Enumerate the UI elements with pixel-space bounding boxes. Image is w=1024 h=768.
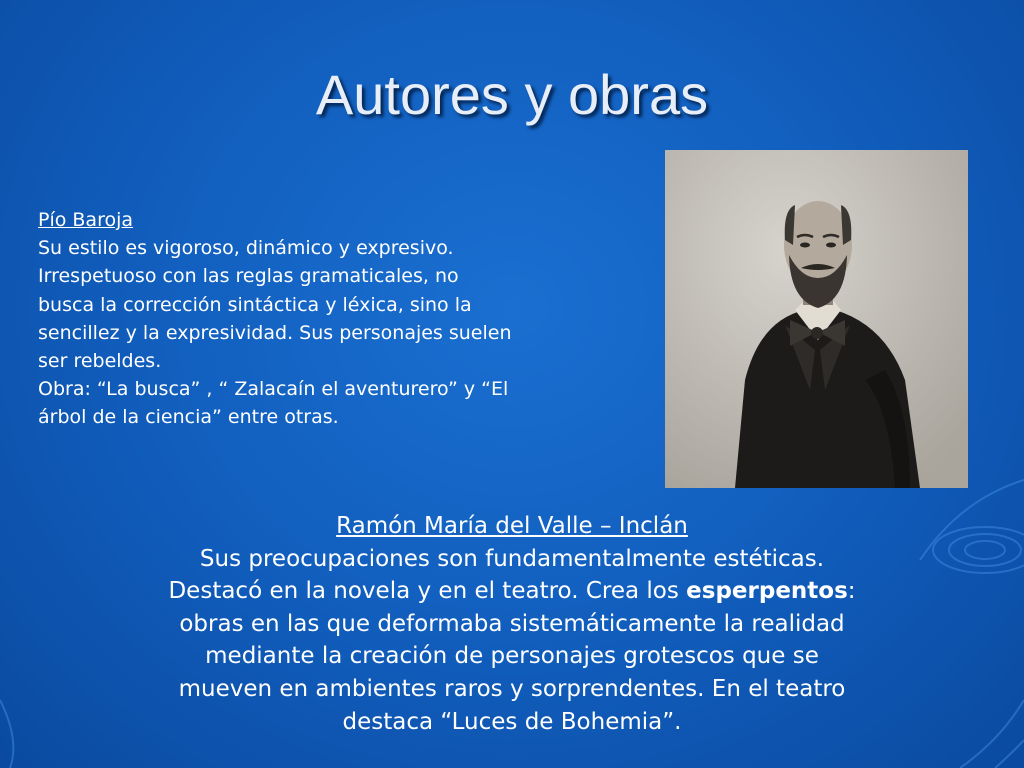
- baroja-line: sencillez y la expresividad. Sus personajes suelen: [38, 321, 512, 344]
- esperpentos-term: esperpentos: [686, 578, 848, 605]
- valle-line-text: Destacó en la novela y en el teatro. Crea los: [168, 578, 687, 605]
- valle-line: destaca “Luces de Bohemia”.: [342, 708, 682, 735]
- valle-line-colon: :: [847, 578, 856, 605]
- valle-inclan-section: [96, 510, 928, 738]
- baroja-line: Su estilo es vigoroso, dinámico y expresivo.: [38, 237, 454, 260]
- valle-line: obras en las que deformaba sistemáticamente la realidad: [179, 610, 845, 637]
- portrait-icon: [665, 150, 968, 488]
- portrait-photo: [665, 150, 968, 488]
- valle-line: mueven en ambientes raros y sorprendentes. En el teatro: [178, 675, 846, 702]
- valle-line: [96, 575, 928, 608]
- baroja-name: Pío Baroja: [38, 209, 134, 231]
- baroja-line: Obra: “La busca” , “ Zalacaín el aventurero” y “El: [38, 378, 509, 401]
- slide-title: Autores y obras: [315, 63, 709, 126]
- baroja-line: busca la corrección sintáctica y léxica, sino la: [38, 293, 472, 316]
- valle-line: Sus preocupaciones son fundamentalmente estéticas.: [199, 545, 825, 572]
- baroja-line: árbol de la ciencia” entre otras.: [38, 406, 339, 429]
- baroja-line: ser rebeldes.: [38, 350, 162, 373]
- baroja-line: Irrespetuoso con las reglas gramaticales, no: [38, 265, 459, 288]
- baroja-section: [38, 206, 638, 432]
- valle-name: Ramón María del Valle – Inclán: [336, 513, 688, 539]
- valle-line: mediante la creación de personajes grotescos que se: [205, 643, 819, 670]
